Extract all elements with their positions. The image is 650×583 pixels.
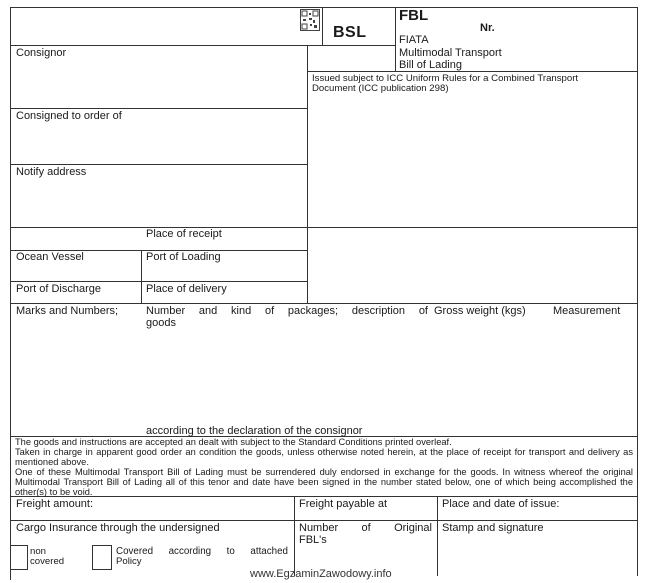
issued-subject-line2: Document (ICC publication 298) xyxy=(312,83,449,94)
port-of-loading-field[interactable]: Port of Loading xyxy=(146,251,221,263)
fbl-label: FBL xyxy=(399,7,429,24)
watermark-text: www.EgzaminZawodowy.info xyxy=(250,568,392,580)
notify-address-field[interactable]: Notify address xyxy=(16,166,87,178)
terms-paragraph-2: Taken in charge in apparent good order an condition the goods, unless otherwise noted herein, at the place of receipt for transport and delivery as mentioned above. xyxy=(15,447,633,468)
non-covered-checkbox[interactable] xyxy=(10,545,28,569)
gross-weight-header: Gross weight (kgs) xyxy=(434,305,526,317)
port-of-discharge-field[interactable]: Port of Discharge xyxy=(16,283,101,295)
place-of-receipt-field[interactable]: Place of receipt xyxy=(146,228,222,240)
declaration-note: according to the declaration of the consignor xyxy=(146,425,363,437)
cargo-insurance-label: Cargo Insurance through the undersigned xyxy=(16,522,220,534)
goods-word: goods xyxy=(146,317,176,329)
freight-amount-field[interactable]: Freight amount: xyxy=(16,498,94,510)
fiata-label: FIATA xyxy=(399,34,429,46)
measurement-header: Measurement xyxy=(553,305,621,317)
place-of-delivery-field[interactable]: Place of delivery xyxy=(146,283,227,295)
terms-line-1: The goods and instructions are accepted an dealt with subject to the Standard Conditions printed overleaf. xyxy=(15,437,452,447)
non-label: non xyxy=(30,546,47,557)
fbls-label: FBL's xyxy=(299,534,327,546)
consigned-to-order-field[interactable]: Consigned to order of xyxy=(16,110,122,122)
qr-code-icon xyxy=(300,9,320,31)
marks-and-numbers-header: Marks and Numbers; xyxy=(16,305,119,317)
issued-subject-line1: Issued subject to ICC Uniform Rules for a Combined Transport xyxy=(312,73,579,84)
number-kind-packages-header: Number and kind of packages; description of xyxy=(146,305,428,317)
covered-according-label: Covered according to attached xyxy=(116,546,288,557)
bsl-label: BSL xyxy=(333,24,367,41)
ocean-vessel-field[interactable]: Ocean Vessel xyxy=(16,251,84,263)
document-title-line1: Multimodal Transport xyxy=(399,47,502,59)
covered-label: covered xyxy=(30,556,65,567)
stamp-signature-field[interactable]: Stamp and signature xyxy=(442,522,544,534)
covered-policy-checkbox[interactable] xyxy=(92,545,112,569)
number-label: Nr. xyxy=(480,22,495,34)
number-of-original-field[interactable]: Number of Original xyxy=(299,522,432,534)
freight-payable-field[interactable]: Freight payable at xyxy=(299,498,388,510)
place-date-issue-field[interactable]: Place and date of issue: xyxy=(442,498,560,510)
document-title-line2: Bill of Lading xyxy=(399,59,462,71)
terms-paragraph-3: One of these Multimodal Transport Bill of Lading must be surrendered duly endorsed in exchange for the goods. In witness whereof the original Multimodal Transport Bill of Lading all of this tenor and date have been signed in the number stated below, one of which being accomplished the other(s) to be void. xyxy=(15,467,633,498)
policy-label: Policy xyxy=(116,556,142,567)
consignor-field[interactable]: Consignor xyxy=(16,47,67,59)
